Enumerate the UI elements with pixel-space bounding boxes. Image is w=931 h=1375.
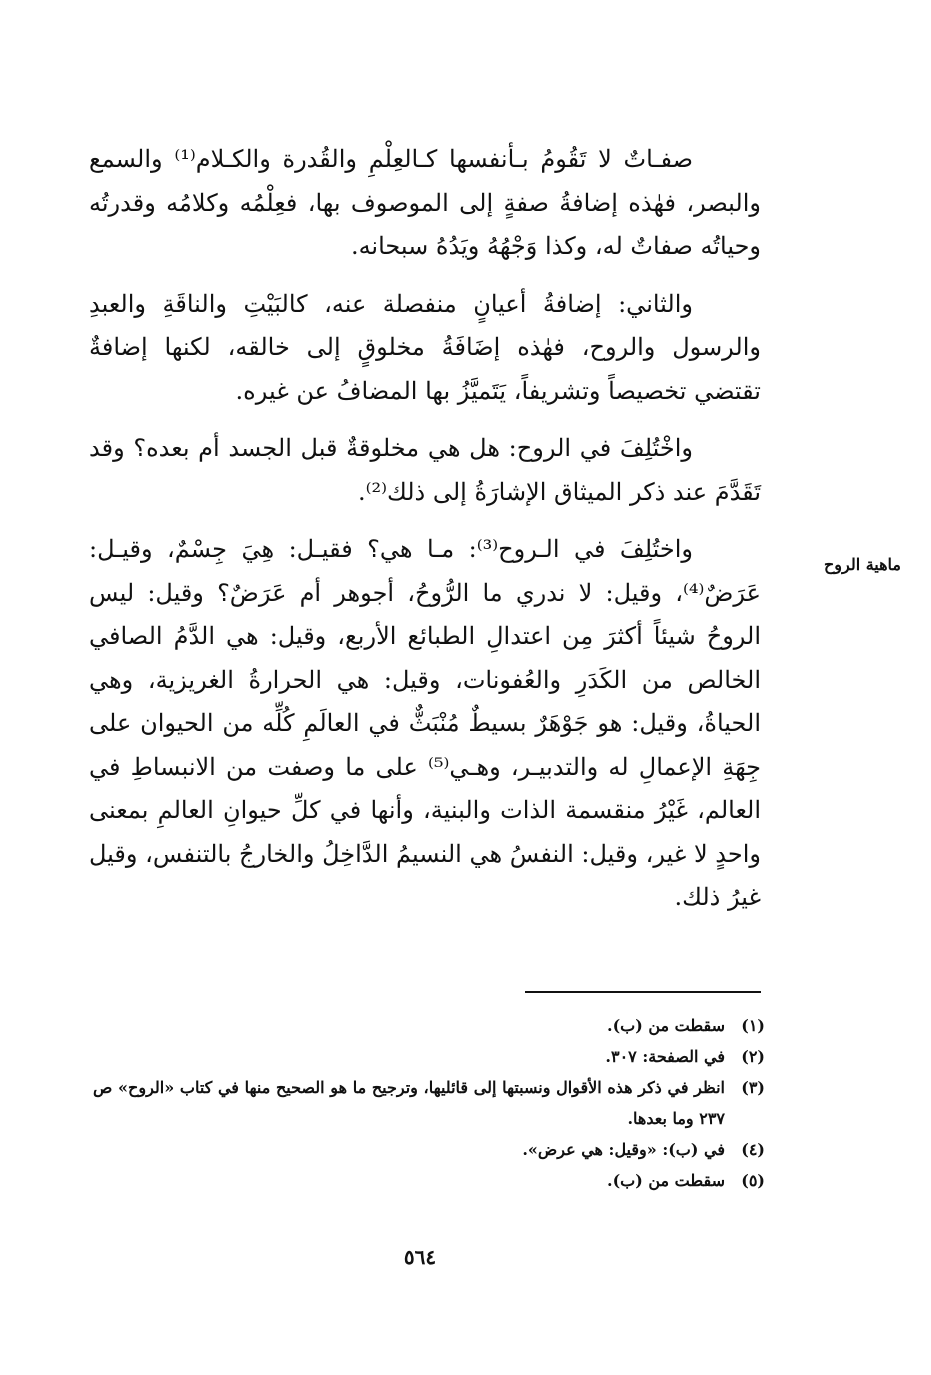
footnote-text: سقطت من (ب). bbox=[607, 1171, 725, 1190]
footnote-number: (١) bbox=[741, 1016, 765, 1035]
footnote-separator bbox=[525, 991, 761, 993]
main-text bbox=[89, 138, 761, 934]
footnote-number: (٣) bbox=[741, 1078, 765, 1097]
footnote-item bbox=[93, 1010, 765, 1041]
footnote-text: انظر في ذكر هذه الأقوال ونسبتها إلى قائليها، وترجيح ما هو الصحيح منها في كتاب «الروح» ص ٢٣٧ وما بعدها. bbox=[93, 1078, 725, 1128]
footnote-item bbox=[93, 1072, 765, 1134]
paragraph: واخْتُلِفَ في الروح: هل هي مخلوقةٌ قبل الجسد أم بعده؟ وقد تَقَدَّمَ عند ذكر الميثاق الإشارَةُ إلى ذلك⁽²⁾. bbox=[89, 434, 761, 506]
paragraph: صفـاتٌ لا تَقُومُ بـأنفسها كـالعِلْمِ والقُدرة والكـلام⁽¹⁾ والسمع والبصر، فهٰذه إضافةُ صفةٍ إلى الموصوف بها، فعِلْمُه وكلامُه وقدرتُه وحياتُه صفاتٌ له، وكذا وَجْهُهُ ويَدُهُ سبحانه. bbox=[89, 145, 761, 260]
footnote-item bbox=[93, 1041, 765, 1072]
footnote-text: في (ب): «وقيل: هي عرض». bbox=[522, 1140, 725, 1159]
footnote-number: (٢) bbox=[741, 1047, 765, 1066]
footnote-item bbox=[93, 1165, 765, 1196]
footnote-item bbox=[93, 1134, 765, 1165]
paragraph: واختُلِفَ في الـروح⁽³⁾: مـا هي؟ فقيـل: هِيَ جِسْمٌ، وقيـل: عَرَضٌ⁽⁴⁾، وقيل: لا ندري ما الرُّوحُ، أجوهر أم عَرَضٌ؟ وقيل: ليس الروحُ شيئاً أكثرَ مِن اعتدالِ الطبائع الأربع، وقيل: هي الدَّمُ الصافي الخالص من الكَدَرِ والعُفونات، وقيل: هي الحرارةُ الغريزية، وهي الحياةُ، وقيل: هو جَوْهَرٌ بسيطٌ مُنْبَثٌّ في العالَمِ كُلِّه من الحيوان على جِهَةِ الإعمالِ له والتدبيـر، وهـي⁽⁵⁾ على ما وصفت من الانبساطِ في العالم، غَيْرُ منقسمة الذات والبنية، وأنها في كلِّ حيوانِ العالمِ بمعنى واحدٍ لا غير، وقيل: النفسُ هي النسيمُ الدَّاخِلُ والخارجُ بالتنفس، وقيل غيرُ ذلك. bbox=[89, 535, 762, 911]
page-number: ٥٦٤ bbox=[403, 1245, 437, 1269]
footnote-number: (٥) bbox=[741, 1171, 765, 1190]
margin-heading: ماهية الروح bbox=[823, 555, 901, 574]
footnotes bbox=[93, 1010, 765, 1196]
footnote-text: في الصفحة: ٣٠٧. bbox=[605, 1047, 725, 1066]
paragraph: والثاني: إضافةُ أعيانٍ منفصلة عنه، كالبَيْتِ والناقَةِ والعبدِ والرسول والروح، فهٰذه إضَافَةُ مخلوقٍ إلى خالقه، لكنها إضافةٌ تقتضي تخصيصاً وتشريفاً، يَتَميَّزُ بها المضافُ عن غيره. bbox=[89, 289, 761, 405]
footnote-number: (٤) bbox=[741, 1140, 765, 1159]
footnote-text: سقطت من (ب). bbox=[607, 1016, 725, 1035]
